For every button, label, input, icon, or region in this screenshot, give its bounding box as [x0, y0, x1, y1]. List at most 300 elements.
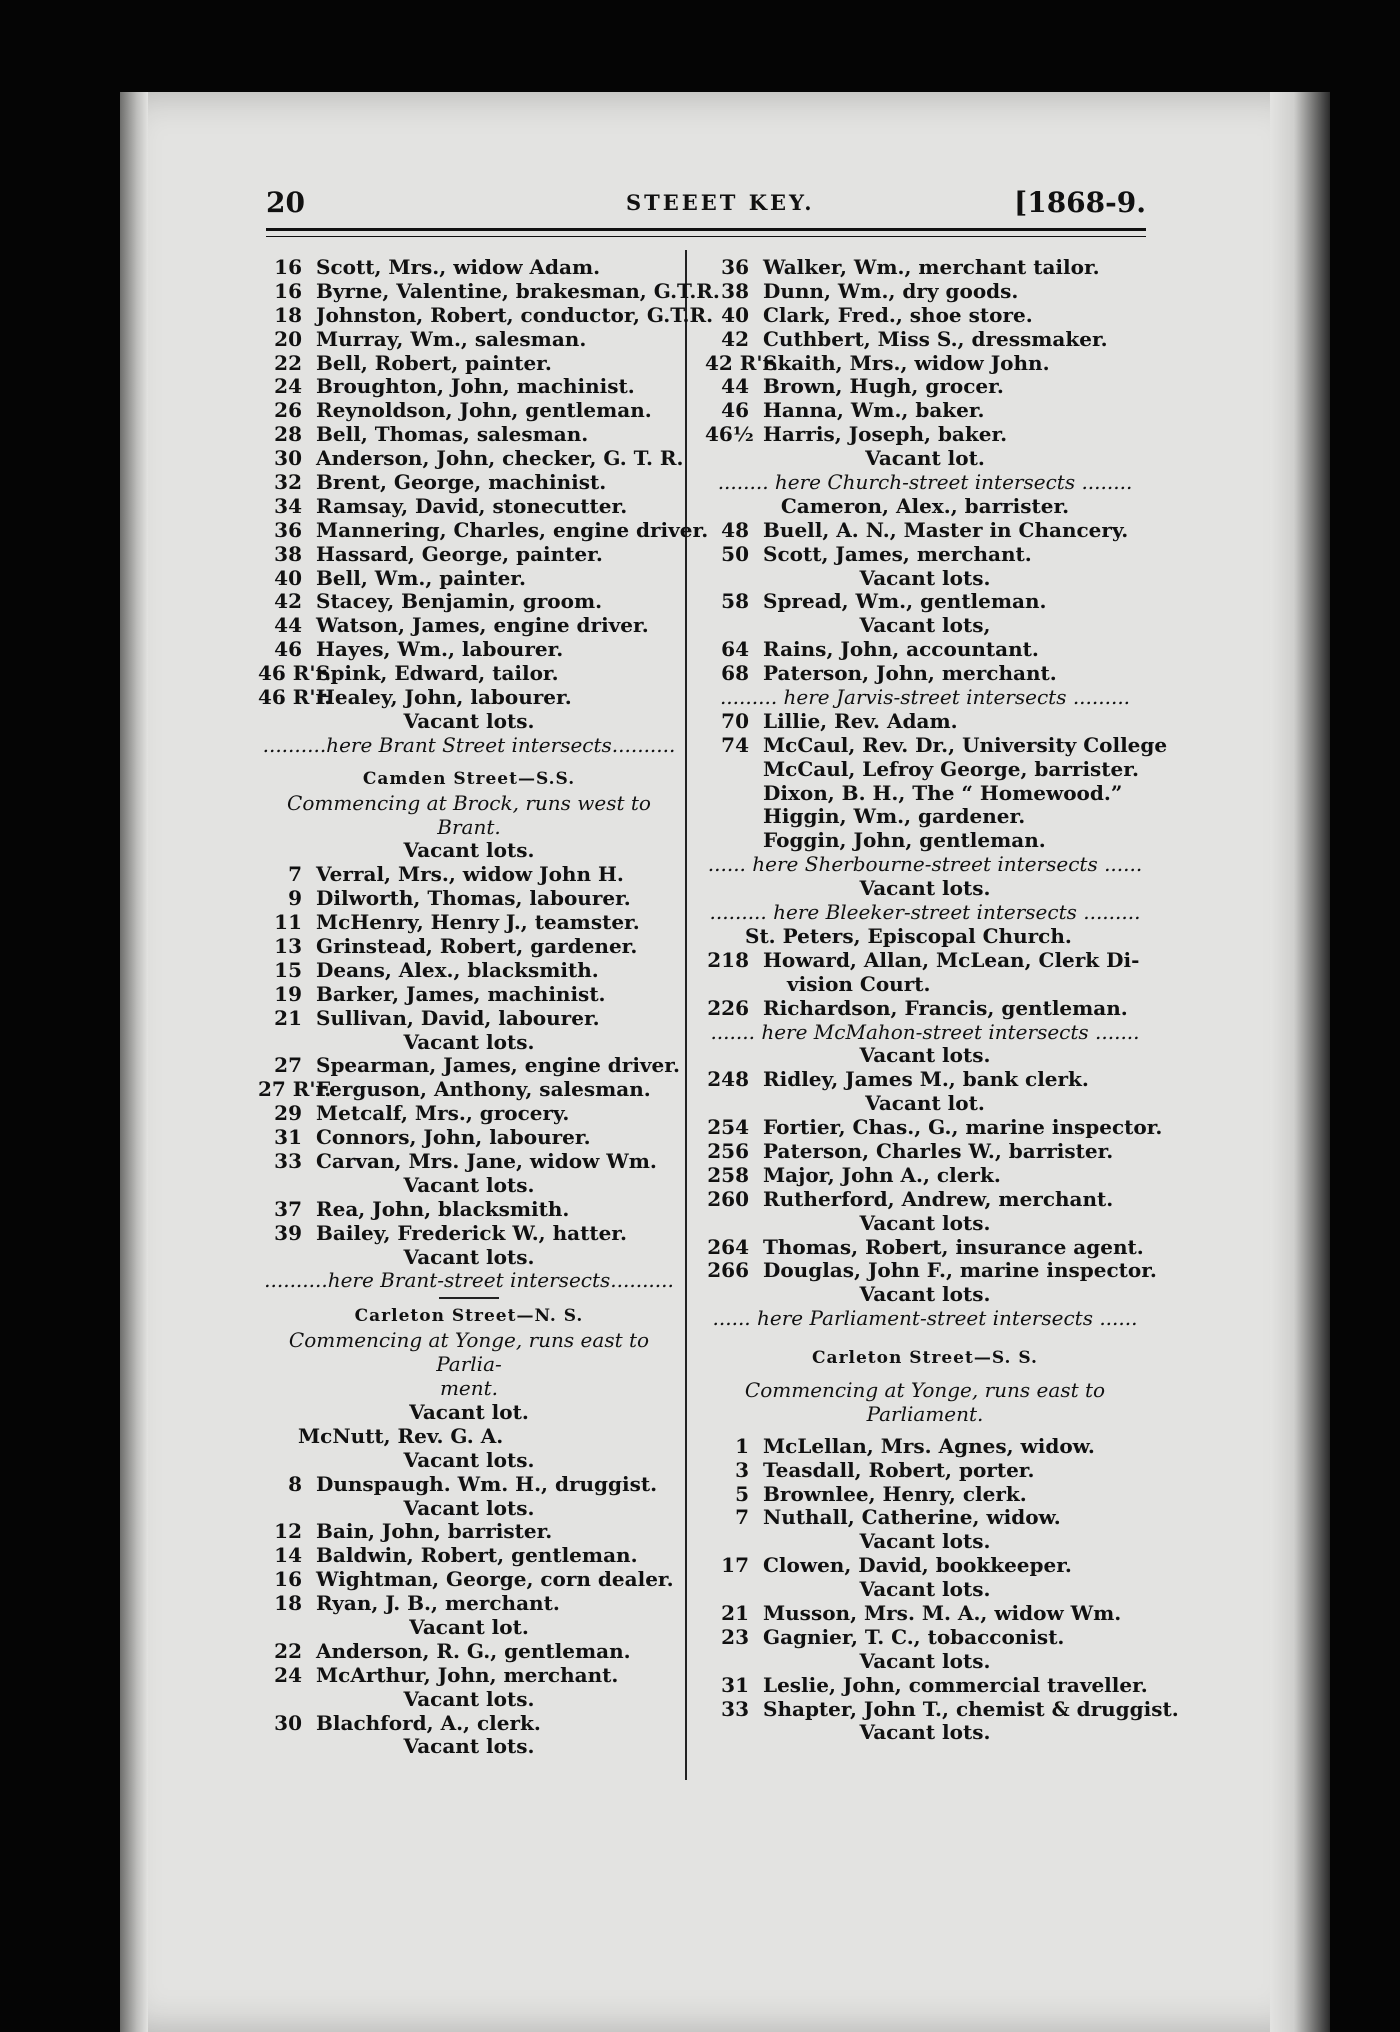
- entry-name: Spearman, James, engine driver.: [316, 1053, 680, 1078]
- entry-name: Thomas, Robert, insurance agent.: [763, 1234, 1144, 1259]
- house-number: 42 R'r.: [705, 350, 779, 375]
- plain-block: [705, 758, 1145, 854]
- entry-row: [258, 935, 680, 959]
- vacant-lots: Vacant lots.: [859, 1210, 991, 1235]
- entries-block: [705, 1435, 1145, 1531]
- entry-name: Scott, James, merchant.: [763, 541, 1032, 566]
- entries-block: [705, 1234, 1157, 1284]
- entry-name: Clark, Fred., shoe store.: [763, 302, 1033, 327]
- house-number: 34: [274, 493, 302, 518]
- entry-name: Ryan, J. B., merchant.: [316, 1591, 560, 1616]
- entry-row: [258, 423, 680, 447]
- vacant-lots: Vacant lots.: [859, 1529, 991, 1554]
- vacant-lots: Vacant lots.: [403, 708, 535, 733]
- intersection-note: ..........here Brant Street intersects..........: [262, 732, 676, 757]
- entry-name: McNutt, Rev. G. A.: [298, 1423, 504, 1448]
- entry-row: [705, 1459, 1145, 1483]
- entries-block: [705, 708, 1168, 758]
- entry-row: [705, 1115, 1163, 1140]
- house-number: 1: [735, 1433, 749, 1458]
- entry-row: [705, 1435, 1145, 1459]
- entry-row: [258, 1592, 680, 1616]
- entry-name: Harris, Joseph, baker.: [763, 422, 1008, 447]
- entry-name: Johnston, Robert, conductor, G.T.R.: [316, 302, 714, 327]
- entry-name: Verral, Mrs., widow John H.: [316, 862, 624, 887]
- entry-name: Deans, Alex., blacksmith.: [316, 957, 599, 982]
- house-number: 260: [707, 1186, 749, 1211]
- entry-name: Spread, Wm., gentleman.: [763, 589, 1047, 614]
- vacant-lots: Vacant lots.: [403, 1029, 535, 1054]
- entry-name: Howard, Allan, McLean, Clerk Di-: [763, 947, 1140, 972]
- entry-name: St. Peters, Episcopal Church.: [745, 923, 1072, 948]
- entry-name: Paterson, John, merchant.: [763, 661, 1057, 686]
- entry-name: Ferguson, Anthony, salesman.: [316, 1077, 651, 1102]
- house-number: 74: [721, 732, 749, 757]
- entries-block: [705, 1115, 1163, 1212]
- entry-row: [258, 662, 680, 686]
- entry-name: Brownlee, Henry, clerk.: [763, 1481, 1027, 1506]
- house-number: 58: [721, 589, 749, 614]
- page-header: [266, 186, 1146, 222]
- entry-name: Fortier, Chas., G., marine inspector.: [763, 1115, 1163, 1140]
- house-number: 13: [274, 933, 302, 958]
- vacant-lots: Vacant lot.: [409, 1614, 529, 1639]
- entry-row: [705, 280, 1145, 304]
- entry-row: [258, 1198, 680, 1222]
- house-number: 50: [721, 541, 749, 566]
- house-number: 7: [735, 1505, 749, 1530]
- street-description: Commencing at Yonge, runs east to Parlia-: [288, 1328, 650, 1377]
- house-number: 27: [274, 1053, 302, 1078]
- entries-block: [258, 1198, 680, 1246]
- street-heading: Carleton Street—N. S.: [354, 1306, 584, 1327]
- entry-name: Skaith, Mrs., widow John.: [763, 350, 1050, 375]
- house-number: 218: [707, 947, 749, 972]
- page-number: 20: [266, 186, 305, 219]
- house-number: 64: [721, 637, 749, 662]
- house-number: 31: [721, 1672, 749, 1697]
- house-number: 37: [274, 1196, 302, 1221]
- entry-row: [258, 1640, 680, 1664]
- entry-name: Bell, Thomas, salesman.: [316, 422, 589, 447]
- house-number: 33: [274, 1148, 302, 1173]
- house-number: 46: [721, 398, 749, 423]
- entry-name: Mannering, Charles, engine driver.: [316, 517, 709, 542]
- house-number: 11: [274, 910, 302, 935]
- house-number: 36: [721, 255, 749, 279]
- entry-name: Barker, James, machinist.: [316, 981, 606, 1006]
- intersection-note: ......... here Jarvis-street intersects .........: [719, 685, 1131, 710]
- vacant-lots: Vacant lot.: [865, 446, 985, 471]
- entry-name: McLellan, Mrs. Agnes, widow.: [763, 1433, 1095, 1458]
- house-number: 5: [735, 1481, 749, 1506]
- vacant-lots: Vacant lots.: [859, 1043, 991, 1068]
- house-number: 44: [274, 613, 302, 638]
- house-number: 3: [735, 1457, 749, 1482]
- entry-row: [258, 256, 680, 280]
- entry-row: [705, 997, 1145, 1021]
- entry-row: [258, 638, 680, 662]
- house-number: 38: [721, 278, 749, 303]
- entry-name: Connors, John, labourer.: [316, 1125, 591, 1150]
- entry-name: Bell, Robert, painter.: [316, 350, 552, 375]
- house-number: 15: [274, 957, 302, 982]
- vacant-lots: Vacant lots.: [403, 1495, 535, 1520]
- entry-row: [705, 519, 1145, 543]
- entry-row: [705, 543, 1145, 567]
- entry-row: [705, 1696, 1179, 1722]
- street-description-cont: ment.: [439, 1376, 499, 1401]
- entry-row: [258, 399, 680, 423]
- entry-name: Gagnier, T. C., tobacconist.: [763, 1624, 1065, 1649]
- entry-row: [258, 983, 680, 1007]
- entry-row: [705, 949, 1145, 973]
- house-number: 256: [707, 1138, 749, 1163]
- entry-name: Carvan, Mrs. Jane, widow Wm.: [316, 1148, 657, 1173]
- house-number: 21: [721, 1601, 749, 1626]
- column-divider: [685, 250, 687, 1780]
- house-number: 19: [274, 981, 302, 1006]
- entry-row: [258, 1078, 680, 1102]
- entry-name: Hanna, Wm., baker.: [763, 398, 985, 423]
- street-heading: Carleton Street—S. S.: [812, 1348, 1038, 1369]
- entry-name: Baldwin, Robert, gentleman.: [316, 1543, 638, 1568]
- entry-row: [705, 352, 1145, 376]
- entry-name: Murray, Wm., salesman.: [316, 326, 587, 351]
- entry-row: [258, 1664, 680, 1688]
- house-number: 28: [274, 422, 302, 447]
- entry-row: [705, 662, 1145, 686]
- entry-row: [258, 1007, 680, 1031]
- house-number: 70: [721, 708, 749, 733]
- vacant-lots: Vacant lots.: [859, 876, 991, 901]
- house-number: 42: [721, 326, 749, 351]
- entry-row: [258, 887, 680, 911]
- vacant-lots: Vacant lots.: [859, 1577, 991, 1602]
- entry-row: [705, 1164, 1145, 1188]
- entries-block: [705, 256, 1145, 447]
- binding-shadow: [120, 92, 148, 2032]
- house-number: 22: [274, 1638, 302, 1663]
- house-number: 68: [721, 661, 749, 686]
- entry-name: McCaul, Rev. Dr., University College: [763, 732, 1168, 757]
- entry-row: [705, 829, 1145, 853]
- entries-block: [705, 519, 1145, 567]
- entry-row: [258, 471, 680, 495]
- entry-name: Dunspaugh. Wm. H., druggist.: [316, 1471, 658, 1496]
- house-number: 32: [274, 470, 302, 495]
- house-number: 39: [274, 1220, 302, 1245]
- entry-row: [258, 517, 709, 543]
- entries-block: [258, 1640, 680, 1688]
- street-heading: Camden Street—S.S.: [362, 768, 576, 789]
- entry-row: [258, 959, 680, 983]
- house-number: 33: [721, 1696, 749, 1721]
- entry-row: [258, 863, 680, 887]
- entries-block: [705, 1602, 1145, 1650]
- house-number: 258: [707, 1162, 749, 1187]
- house-number: 48: [721, 517, 749, 542]
- intersection-note: ......... here Bleeker-street intersects .........: [709, 900, 1141, 925]
- house-number: 22: [274, 350, 302, 375]
- entry-row: [258, 1425, 680, 1449]
- vacant-lots: Vacant lots.: [403, 838, 535, 863]
- entry-name: Walker, Wm., merchant tailor.: [763, 255, 1100, 279]
- entry-name: Ramsay, David, stonecutter.: [316, 493, 628, 518]
- running-title: STEEET KEY.: [626, 190, 815, 215]
- house-number: 14: [274, 1543, 302, 1568]
- entry-name: Lillie, Rev. Adam.: [763, 708, 958, 733]
- house-number: 8: [288, 1471, 302, 1496]
- vacant-lots: Vacant lot.: [409, 1399, 529, 1424]
- entry-row: [258, 495, 680, 519]
- entry-name: Hassard, George, painter.: [316, 541, 603, 566]
- entry-row: [705, 758, 1145, 782]
- header-rule-thin: [266, 236, 1146, 237]
- entry-row: [258, 1544, 680, 1568]
- entry-name: Leslie, John, commercial traveller.: [763, 1672, 1148, 1697]
- entry-row: [705, 925, 1145, 949]
- entry-row: [705, 375, 1145, 399]
- entry-name: Rains, John, accountant.: [763, 637, 1039, 662]
- house-number: 40: [274, 565, 302, 590]
- house-number: 26: [274, 398, 302, 423]
- entry-row: [258, 278, 720, 304]
- house-number: 17: [721, 1553, 749, 1578]
- entries-block: [258, 255, 720, 710]
- entry-row: [258, 1473, 680, 1497]
- house-number: 42: [274, 589, 302, 614]
- entry-row: [705, 590, 1145, 614]
- house-number: 27 R'r.: [258, 1077, 332, 1102]
- entry-row: [258, 352, 680, 376]
- entries-block: [258, 1520, 680, 1616]
- entry-row: [258, 446, 684, 471]
- house-number: 20: [274, 326, 302, 351]
- entry-name-cont: vision Court.: [787, 971, 931, 996]
- house-number: 38: [274, 541, 302, 566]
- entries-block: [258, 863, 680, 1030]
- house-number: 24: [274, 374, 302, 399]
- entry-name: Richardson, Francis, gentleman.: [763, 995, 1128, 1020]
- house-number: 46: [274, 637, 302, 662]
- entry-name: Brent, George, machinist.: [316, 470, 607, 495]
- house-number: 16: [274, 255, 302, 279]
- entry-name: McHenry, Henry J., teamster.: [316, 910, 640, 935]
- entry-name: Watson, James, engine driver.: [316, 613, 649, 638]
- vacant-lots: Vacant lots.: [403, 1172, 535, 1197]
- house-number: 254: [707, 1115, 749, 1140]
- intersection-note: ...... here Parliament-street intersects ......: [712, 1306, 1138, 1331]
- entry-row: [258, 1150, 680, 1174]
- entry-row: [258, 1712, 680, 1736]
- entry-name: Byrne, Valentine, brakesman, G.T.R.: [316, 278, 720, 303]
- entry-row: [258, 1102, 680, 1126]
- house-number: 46 R'r.: [258, 685, 332, 710]
- entry-name: Bailey, Frederick W., hatter.: [316, 1220, 627, 1245]
- entry-row: [705, 638, 1145, 662]
- entry-row: [258, 614, 680, 638]
- intersection-note: ..........here Brant-street intersects..........: [264, 1268, 674, 1293]
- entry-row: [705, 1554, 1145, 1578]
- house-number: 9: [288, 886, 302, 911]
- entries-block: [258, 1054, 680, 1173]
- house-number: 16: [274, 278, 302, 303]
- entry-name: Cuthbert, Miss S., dressmaker.: [763, 326, 1108, 351]
- entry-row: [705, 732, 1168, 758]
- house-number: 266: [707, 1258, 749, 1283]
- entry-name: Anderson, R. G., gentleman.: [316, 1638, 631, 1663]
- entry-name: Wightman, George, corn dealer.: [316, 1567, 674, 1592]
- entry-row: [258, 567, 680, 591]
- intersection-note: ...... here Sherbourne-street intersects ......: [707, 852, 1143, 877]
- entry-row: [258, 1054, 680, 1078]
- street-description: Commencing at Brock, runs west to Brant.: [287, 790, 651, 839]
- entry-name: Anderson, John, checker, G. T. R.: [316, 446, 684, 471]
- house-number: 16: [274, 1567, 302, 1592]
- house-number: 31: [274, 1125, 302, 1150]
- vacant-lots: Vacant lots.: [403, 1686, 535, 1711]
- house-number: 46½: [705, 422, 754, 447]
- house-number: 29: [274, 1101, 302, 1126]
- page-edge: [1270, 92, 1330, 2032]
- entry-row: [705, 423, 1145, 447]
- entry-row: [705, 1068, 1145, 1092]
- entry-row: [705, 1672, 1148, 1698]
- house-number: 44: [721, 374, 749, 399]
- entry-row: [705, 1626, 1145, 1650]
- house-number: 226: [707, 995, 749, 1020]
- entry-name: Metcalf, Mrs., grocery.: [316, 1101, 570, 1126]
- entries-block: [705, 638, 1145, 686]
- entry-row: [258, 543, 680, 567]
- right-column: [705, 255, 1179, 1745]
- street-description-cont: Parliament.: [866, 1401, 984, 1426]
- entry-name: Major, John A., clerk.: [763, 1162, 1001, 1187]
- entry-name: Musson, Mrs. M. A., widow Wm.: [763, 1601, 1122, 1626]
- entry-row: [705, 304, 1145, 328]
- vacant-lots: Vacant lots.: [859, 1282, 991, 1307]
- house-number: 30: [274, 446, 302, 471]
- house-number: 21: [274, 1005, 302, 1030]
- header-rule: [266, 228, 1146, 231]
- entry-name: Ridley, James M., bank clerk.: [763, 1067, 1089, 1092]
- entry-name: Teasdall, Robert, porter.: [763, 1457, 1035, 1482]
- entry-name: Rutherford, Andrew, merchant.: [763, 1186, 1114, 1211]
- intersection-note: ....... here McMahon-street intersects .......: [710, 1019, 1140, 1044]
- entry-row: [258, 590, 680, 614]
- entry-name: Dunn, Wm., dry goods.: [763, 278, 1019, 303]
- entry-name: Rea, John, blacksmith.: [316, 1196, 570, 1221]
- entry-name: Stacey, Benjamin, groom.: [316, 589, 603, 614]
- entry-name: Reynoldson, John, gentleman.: [316, 398, 652, 423]
- street-description: Commencing at Yonge, runs east to: [744, 1377, 1106, 1402]
- entry-name: Spink, Edward, tailor.: [316, 661, 559, 686]
- entry-name: Foggin, John, gentleman.: [763, 828, 1046, 853]
- entry-row: [705, 328, 1145, 352]
- house-number: 30: [274, 1710, 302, 1735]
- entry-row: [705, 782, 1145, 806]
- entry-name: Higgin, Wm., gardener.: [763, 804, 1026, 829]
- entry-row: [705, 1258, 1157, 1283]
- vacant-lots: Vacant lots.: [403, 1244, 535, 1269]
- intersection-note: ........ here Church-street intersects ........: [717, 470, 1133, 495]
- house-number: 40: [721, 302, 749, 327]
- entry-row: [258, 1222, 680, 1246]
- entry-name: Bell, Wm., painter.: [316, 565, 526, 590]
- entry-row: [705, 399, 1145, 423]
- house-number: 18: [274, 302, 302, 327]
- vacant-lots: Vacant lot.: [865, 1091, 985, 1116]
- entry-name: Dixon, B. H., The “ Homewood.”: [763, 780, 1123, 805]
- entry-name: Cameron, Alex., barrister.: [780, 493, 1070, 518]
- entry-row: [258, 328, 680, 352]
- entry-row: [258, 686, 680, 710]
- entry-name: Grinstead, Robert, gardener.: [316, 933, 638, 958]
- entry-name: Hayes, Wm., labourer.: [316, 637, 564, 662]
- entry-row: [705, 710, 1145, 734]
- entry-name: Buell, A. N., Master in Chancery.: [763, 517, 1129, 542]
- entry-name: Scott, Mrs., widow Adam.: [316, 255, 601, 279]
- entry-name: Dilworth, Thomas, labourer.: [316, 886, 631, 911]
- entries-block: [705, 1672, 1179, 1722]
- entry-row: [705, 256, 1145, 280]
- entry-name: Clowen, David, bookkeeper.: [763, 1553, 1072, 1578]
- house-number: 23: [721, 1624, 749, 1649]
- entry-name: Paterson, Charles W., barrister.: [763, 1138, 1114, 1163]
- vacant-lots: Vacant lots,: [859, 613, 991, 638]
- entry-row: [705, 1506, 1145, 1530]
- entry-name: McArthur, John, merchant.: [316, 1662, 619, 1687]
- section-rule: [439, 1297, 499, 1299]
- entry-row-cont: [705, 973, 1145, 997]
- entry-name: Blachford, A., clerk.: [316, 1710, 541, 1735]
- entry-row: [258, 1126, 680, 1150]
- entry-row: [258, 1568, 680, 1592]
- house-number: 36: [274, 517, 302, 542]
- house-number: 12: [274, 1519, 302, 1544]
- year-range: [1868-9.: [1013, 186, 1146, 219]
- house-number: 18: [274, 1591, 302, 1616]
- entry-row: [705, 1602, 1145, 1626]
- entry-row: [258, 1520, 680, 1544]
- house-number: 248: [707, 1067, 749, 1092]
- vacant-lots: Vacant lots.: [859, 1648, 991, 1673]
- entry-row: [705, 1188, 1145, 1212]
- entry-row: [705, 1236, 1145, 1260]
- house-number: 46 R'r.: [258, 661, 332, 686]
- vacant-lots: Vacant lots.: [403, 1734, 535, 1759]
- entry-row: [705, 1140, 1145, 1164]
- entry-name: Shapter, John T., chemist & druggist.: [763, 1696, 1179, 1721]
- entry-name: Healey, John, labourer.: [316, 685, 572, 710]
- entry-name: Douglas, John F., marine inspector.: [763, 1258, 1157, 1283]
- vacant-lots: Vacant lots.: [403, 1447, 535, 1472]
- entry-name: Brown, Hugh, grocer.: [763, 374, 1004, 399]
- entry-row: [705, 805, 1145, 829]
- vacant-lots: Vacant lots.: [859, 565, 991, 590]
- entry-name: Broughton, John, machinist.: [316, 374, 635, 399]
- left-column: [258, 255, 720, 1759]
- entry-row: [258, 302, 714, 328]
- house-number: 264: [707, 1234, 749, 1259]
- entry-name: McCaul, Lefroy George, barrister.: [763, 756, 1139, 781]
- entry-name: Sullivan, David, labourer.: [316, 1005, 600, 1030]
- entry-row: [258, 911, 680, 935]
- house-number: 7: [288, 862, 302, 887]
- entry-name: Nuthall, Catherine, widow.: [763, 1505, 1061, 1530]
- vacant-lots: Vacant lots.: [859, 1720, 991, 1745]
